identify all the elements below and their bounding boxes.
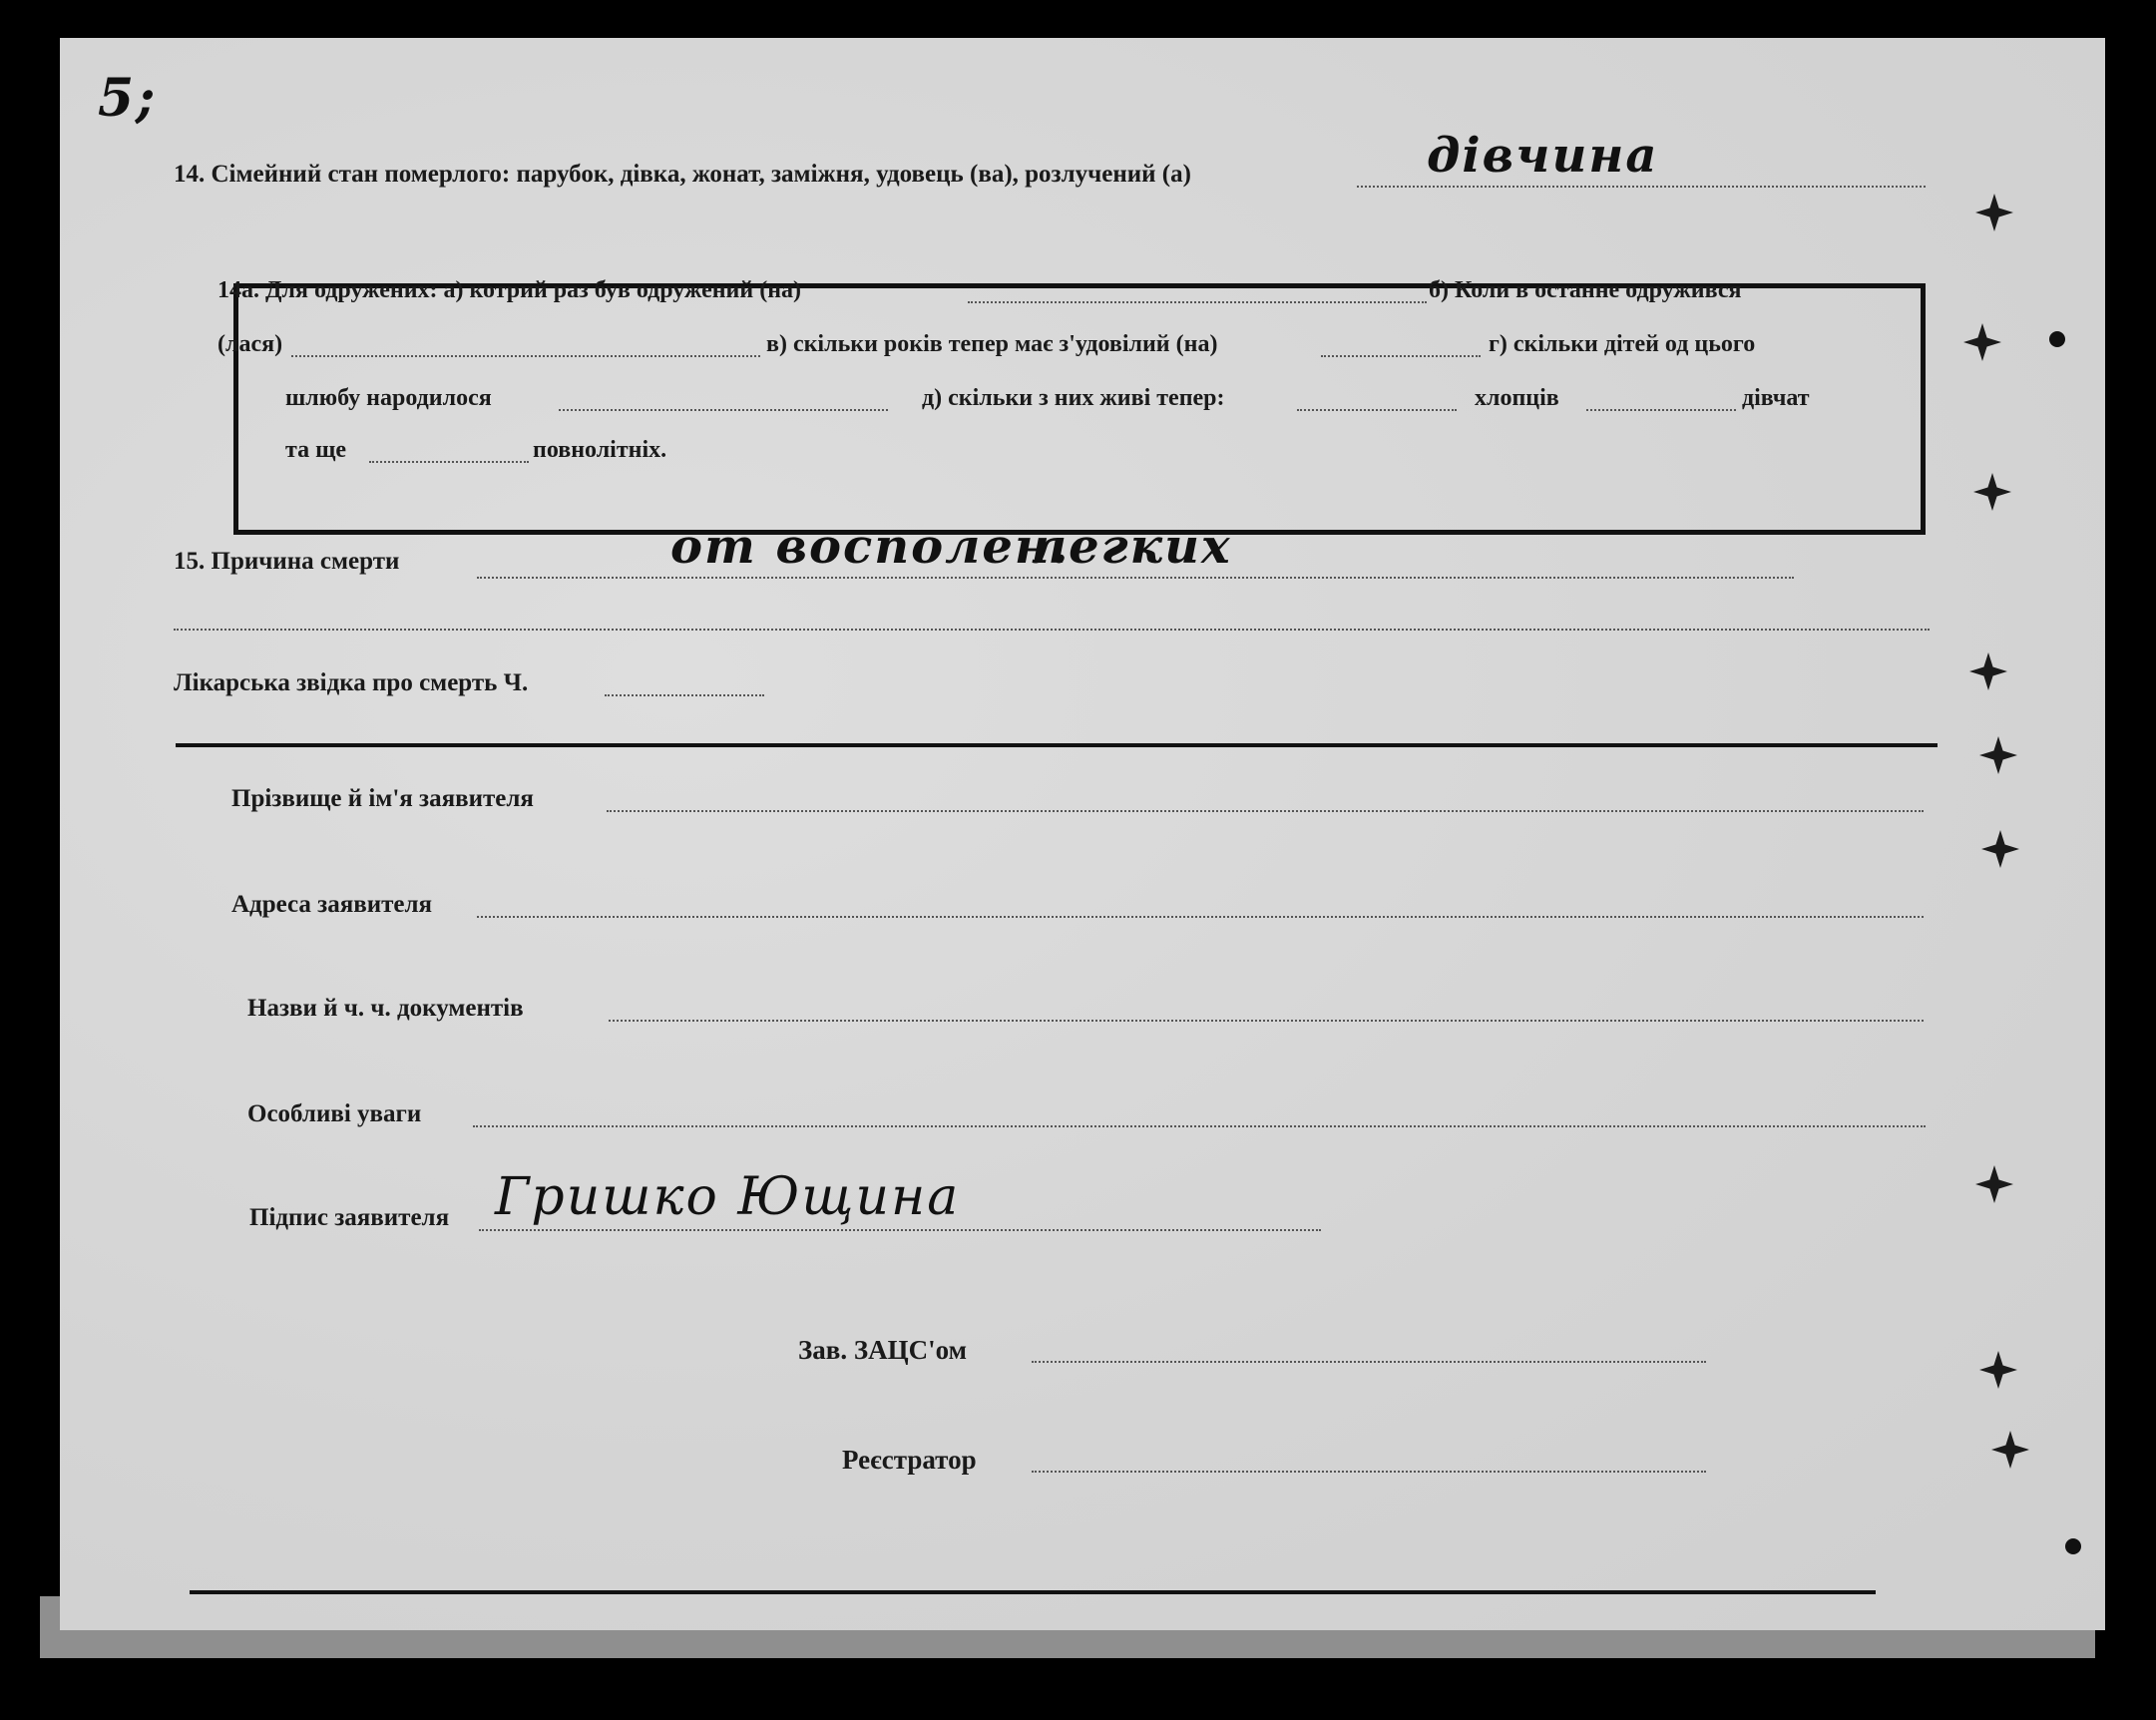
applicant-address-label: Адреса заявителя [231,891,433,918]
q15-second-line [174,629,1930,631]
q14a-adults-line [369,461,529,463]
binding-hole [1969,652,2007,690]
applicant-signature: Гришко Ющина [495,1167,961,1227]
binding-hole [2065,1538,2081,1554]
applicant-address-line [477,916,1924,918]
q14a-v-label: в) скільки років тепер має з'удовілий (на) [766,331,1218,357]
q14a-adults-prefix: та ще [285,437,346,463]
q15-answer-part1: от восполен. [670,519,1071,575]
form-sheet [60,38,2105,1630]
q14a-v-line [1321,355,1481,357]
applicant-signature-label: Підпис заявителя [249,1204,450,1231]
binding-hole [1979,736,2017,774]
q14a-b-line [291,355,760,357]
q14a-a-label: 14а. Для одружених: а) котрий раз був одружений (на) [217,277,802,303]
applicant-documents-line [609,1020,1924,1022]
zags-head-line [1032,1361,1706,1363]
binding-hole [1981,830,2019,868]
applicant-signature-line [479,1229,1321,1231]
q14a-a-line [968,301,1427,303]
bottom-rule [190,1590,1876,1594]
medical-certificate-label: Лікарська звідка про смерть Ч. [174,669,529,696]
applicant-documents-label: Назви й ч. ч. документів [247,995,524,1022]
binding-hole [1963,323,2001,361]
registrar-line [1032,1471,1706,1473]
q14a-g-label: г) скільки дітей од цього [1489,331,1756,357]
q14a-d-line [1297,409,1457,411]
medical-certificate-line [605,694,764,696]
applicant-name-label: Прізвище й ім'я заявителя [231,785,534,812]
q14a-b-cont: (лася) [217,331,283,357]
q14a-b-label: б) Коли в останне одружився [1429,277,1742,303]
registrar-label: Реєстратор [842,1445,977,1475]
applicant-name-line [607,810,1924,812]
binding-hole [1975,1165,2013,1203]
q14a-boys-line [1586,409,1736,411]
binding-hole [1973,473,2011,511]
q14a-boys-label: хлопців [1475,385,1559,411]
q14a-girls-label: дівчат [1742,385,1810,411]
q14a-g-cont: шлюбу народилося [285,385,492,411]
binding-hole [1979,1351,2017,1389]
q14-label: 14. Сімейний стан померлого: парубок, дівка, жонат, заміжня, удовець (ва), розлучений (а) [174,161,1191,188]
binding-hole [2049,331,2065,347]
special-notes-line [473,1125,1926,1127]
q14a-d-label: д) скільки з них живі тепер: [922,385,1225,411]
q15-label: 15. Причина смерти [174,548,400,575]
q15-answer-line [477,577,1794,579]
q15-answer-part2: легких [1032,519,1232,575]
special-notes-label: Особливі уваги [247,1100,422,1127]
q14-answer-line [1357,186,1926,188]
binding-hole [1975,194,2013,231]
q14a-g-line [559,409,888,411]
q14a-adults-label: повнолітніх. [533,437,667,463]
section-divider [176,743,1938,747]
corner-mark: 5; [98,68,158,129]
binding-hole [1991,1431,2029,1469]
zags-head-label: Зав. ЗАЦС'ом [798,1335,967,1365]
q14-answer: дівчина [1427,128,1659,184]
